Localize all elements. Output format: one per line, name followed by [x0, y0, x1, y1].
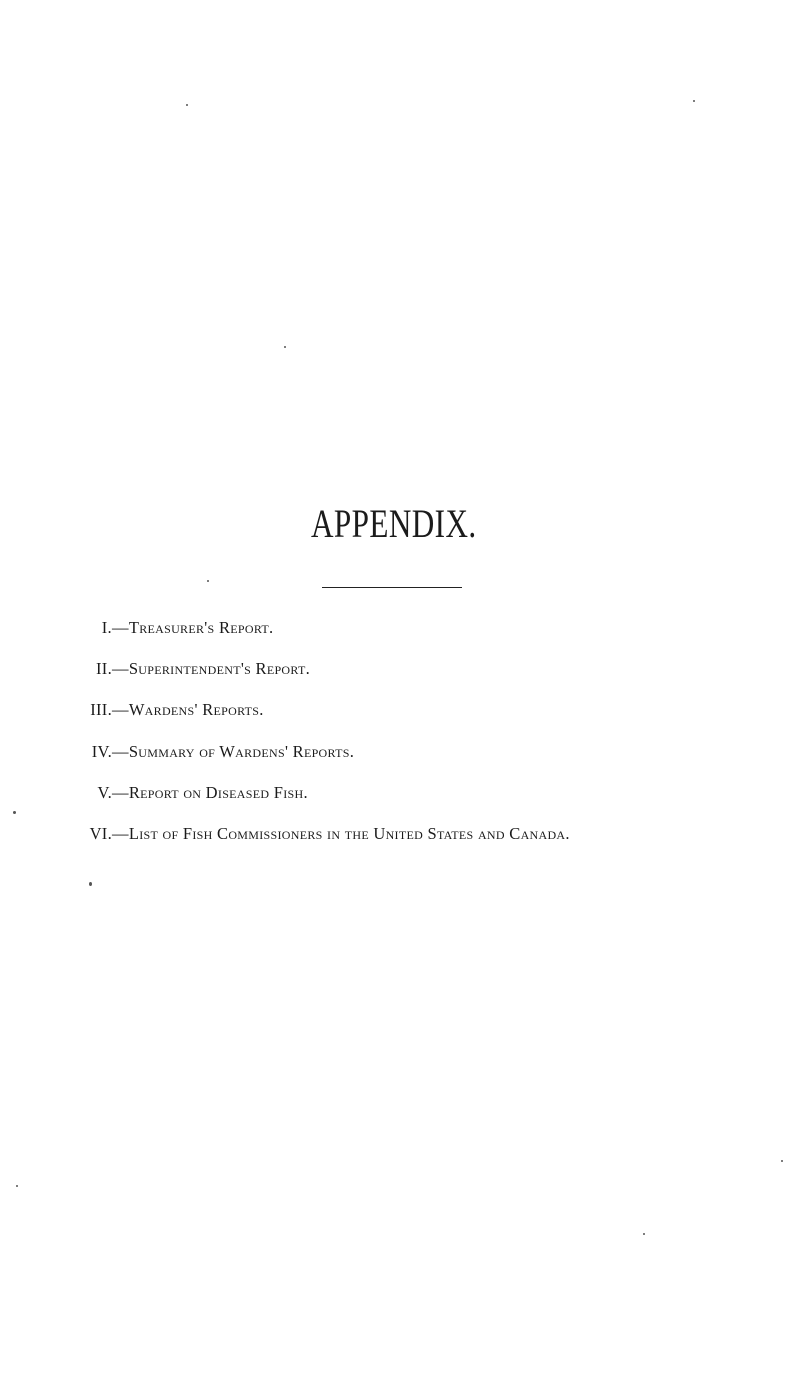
scan-speck: [13, 811, 16, 814]
entry-label: Summary of Wardens' Reports.: [128, 742, 355, 761]
scan-speck: [186, 104, 188, 106]
entry-label: Report on Diseased Fish.: [128, 783, 308, 802]
entry-dash: —: [112, 783, 129, 802]
entry-numeral: VI.: [89, 824, 112, 843]
entry-title: [112, 618, 273, 638]
scan-speck: [207, 580, 209, 582]
entry-numeral: I.: [101, 618, 112, 637]
entry-label: List of Fish Commissioners in the United States and Canada.: [128, 824, 570, 843]
entry-label: Wardens' Reports.: [128, 700, 264, 719]
scan-speck: [643, 1233, 645, 1235]
entry-numeral: III.: [90, 700, 112, 719]
scan-speck: [781, 1160, 783, 1162]
title-rule: [322, 587, 462, 588]
page-title: APPENDIX.: [310, 501, 477, 546]
scan-speck: [284, 346, 286, 348]
entry-dash: —: [112, 742, 129, 761]
entry-dash: —: [112, 824, 129, 843]
entry-title: [112, 783, 308, 803]
scan-speck: [693, 100, 695, 102]
entry-label: Superintendent's Report.: [128, 659, 311, 678]
entry-label: Treasurer's Report.: [128, 618, 274, 637]
entry-title: [112, 659, 310, 679]
entry-title: [112, 742, 354, 762]
entry-title: [112, 700, 264, 720]
scan-speck: [89, 882, 92, 886]
entry-numeral: II.: [95, 659, 112, 678]
entry-title: [112, 824, 570, 844]
scan-speck: [16, 1185, 18, 1187]
entry-numeral: IV.: [91, 742, 112, 761]
entry-dash: —: [112, 700, 129, 719]
entry-dash: —: [112, 659, 129, 678]
entry-numeral: V.: [97, 783, 112, 802]
entry-dash: —: [112, 618, 129, 637]
